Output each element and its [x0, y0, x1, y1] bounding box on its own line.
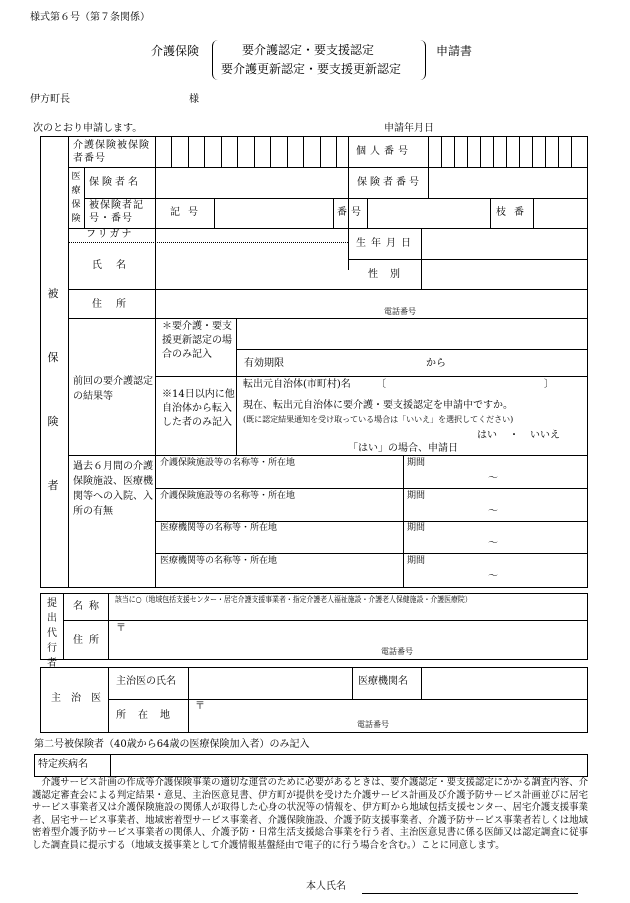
insurer-name-label: 保険者名: [89, 177, 141, 188]
facility-row-label: 介護保険施設等の名称等・所在地: [160, 458, 296, 468]
renewal-note: ＊要介護・要支援更新認定の場合のみ記入: [162, 321, 232, 360]
number-label: 番号: [337, 207, 365, 218]
previous-result-label: 前回の要介護認定の結果等: [73, 376, 153, 402]
title-suffix: 申請書: [436, 44, 473, 58]
secondary-heading: 第二号被保険者（40歳から64歳の医療保険加入者）のみ記入: [34, 739, 310, 750]
facility-row-period: 期間: [407, 491, 426, 501]
facility-row-label: 医療機関等の名称等・所在地: [160, 556, 278, 566]
origin-close-bracket: 〕: [544, 379, 554, 390]
no-option[interactable]: いいえ: [530, 430, 560, 441]
valid-period-label: 有効期限: [244, 358, 284, 369]
currently-applying-note: (既に認定結果通知を受け取っている場合は「いいえ」を選択してください): [243, 415, 514, 424]
title-line1: 要介護認定・要支援認定: [242, 43, 375, 57]
insured-section-label: 被保険者: [47, 287, 59, 492]
facility-row-tilde: ～: [488, 506, 498, 517]
facility-row-tilde: ～: [488, 538, 498, 549]
facility-row-label: 医療機関等の名称等・所在地: [160, 523, 278, 533]
doctor-institution-label: 医療機関名: [358, 676, 408, 687]
agent-postal-mark: 〒: [116, 623, 126, 634]
signature-label: 本人氏名: [306, 881, 346, 892]
disease-label: 特定疾病名: [38, 759, 88, 770]
address-label: 住所: [92, 299, 140, 310]
origin-open-bracket: 〔: [376, 379, 386, 390]
sex-label: 性別: [368, 269, 412, 280]
agent-phone-label: 電話番号: [381, 647, 413, 656]
if-yes-date-label: 「はい」の場合、申請日: [348, 443, 458, 454]
furigana-label: フリガナ: [86, 229, 134, 240]
symbol-number-label: 被保険者記号・番号: [89, 200, 144, 224]
disease-box: [34, 754, 588, 777]
yes-option[interactable]: はい: [477, 430, 497, 441]
agent-name-label: 名称: [73, 601, 105, 612]
branch-label: 枝番: [496, 207, 532, 218]
valid-from-label: から: [426, 358, 446, 369]
intro-text: 次のとおり申請します。: [33, 123, 143, 134]
birthdate-label: 生年月日: [356, 238, 416, 249]
facility-row-label: 介護保険施設等の名称等・所在地: [160, 491, 296, 501]
facility-row-period: 期間: [407, 458, 426, 468]
option-separator: ・: [509, 430, 519, 441]
honorific: 様: [189, 94, 199, 105]
insured-number-label: 介護保険被保険者番号: [73, 140, 150, 164]
transfer-note: ※14日以内に他自治体から転入した者のみ記入: [162, 389, 235, 428]
currently-applying-question: 現在、転出元自治体に要介護・要支援認定を申請中ですか。: [243, 400, 513, 411]
name-label: 氏名: [92, 260, 140, 271]
title-bracket-right: [416, 40, 426, 80]
doctor-name-label: 主治医の氏名: [116, 676, 176, 687]
origin-label: 転出元自治体(市町村)名: [243, 379, 351, 390]
date-label: 申請年月日: [384, 123, 434, 134]
doctor-phone-label: 電話番号: [357, 720, 389, 729]
doctor-address-label: 所在地: [116, 710, 182, 721]
symbol-label: 記号: [170, 207, 206, 218]
insured-phone-label: 電話番号: [384, 307, 416, 316]
addressee: 伊方町長: [30, 94, 70, 105]
agent-applicable-note: 該当に○（地域包括支援センター・居宅介護支援事業者・指定介護老人福祉施設・介護老人保健施設・介護医療院）: [115, 595, 472, 604]
facility-history-label: 過去６月間の介護保険施設、医療機関等への入院、入所の有無: [73, 461, 153, 517]
form-number: 様式第６号（第７条関係）: [30, 12, 150, 23]
insurer-number-label: 保険者番号: [357, 177, 422, 188]
doctor-section-label: 主治医: [51, 693, 111, 704]
title-line2: 要介護更新認定・要支援更新認定: [221, 62, 402, 76]
agent-section-label: 提出代行者: [47, 598, 57, 669]
facility-row-period: 期間: [407, 556, 426, 566]
medical-insurance-label: 医療保険: [71, 172, 81, 224]
doctor-postal-mark: 〒: [195, 701, 205, 712]
title-prefix: 介護保険: [151, 44, 200, 58]
consent-text: 介護サービス計画の作成等介護保険事業の適切な運営のために必要があるときは、要介護認定・要支援認定にかかる調査内容、介護認定審査会による判定結果・意見、主治医意見書、伊方町が提供を受けた介護サービス計画及び介護予防サービス計画並びに居宅サービス事業者又は介護保険施設の関係人が取得した心身の状況等の情報を、伊方町から地域包括支援センター、居宅介護支援事業者、居宅サービス事業者、地域密着型サービス事業者、介護保険施設、介護予防支援事業者、介護予防サービス事業者若しくは地域密着型介護予防サービス事業者の関係人、介護予防・日常生活支援総合事業を行う者、主治医意見書に係る医師又は認定調査に従事した調査員に提示する（地域支援事業として介護情報基盤経由で電子的に行う場合を含む。）ことに同意します。: [32, 777, 588, 851]
facility-row-period: 期間: [407, 523, 426, 533]
facility-row-tilde: ～: [488, 571, 498, 582]
personal-number-label: 個人番号: [356, 146, 412, 157]
signature-line[interactable]: [362, 893, 578, 894]
facility-row-tilde: ～: [488, 473, 498, 484]
agent-address-label: 住所: [73, 635, 105, 646]
